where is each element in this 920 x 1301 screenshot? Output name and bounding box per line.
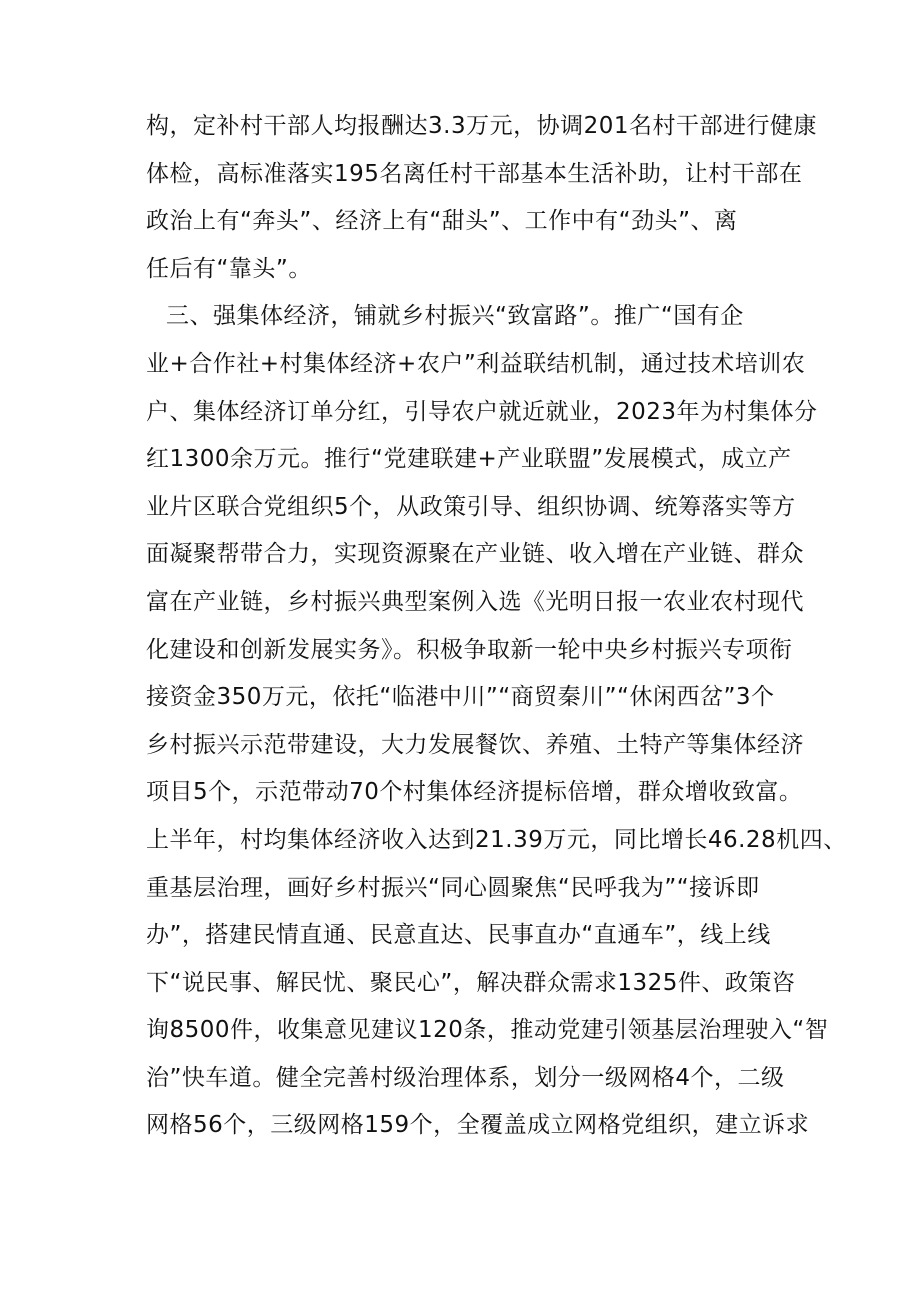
text-line: 体检，高标准落实195名离任村干部基本生活补助，让村干部在	[146, 160, 803, 187]
text-line: 下“说民事、解民忧、聚民心”，解决群众需求1325件、政策咨	[146, 969, 796, 996]
text-line: 业+合作社+村集体经济+农户”利益联结机制，通过技术培训农	[146, 350, 806, 377]
text-line: 户、集体经济订单分红，引导农户就近就业，2023年为村集体分	[146, 398, 818, 425]
body-text	[146, 103, 847, 1150]
text-line: 红1300余万元。推行“党建联建+产业联盟”发展模式，成立产	[146, 446, 792, 473]
text-line: 接资金350万元，依托“临港中川”“商贸秦川”“休闲西岔”3个	[146, 684, 775, 711]
text-line: 询8500件，收集意见建议120条，推动党建引领基层治理驶入“智	[146, 1017, 829, 1044]
text-line: 乡村振兴示范带建设，大力发展餐饮、养殖、土特产等集体经济	[146, 731, 804, 758]
text-line: 重基层治理，画好乡村振兴“同心圆聚焦“民呼我为”“接诉即	[146, 874, 760, 901]
text-line: 网格56个，三级网格159个，全覆盖成立网格党组织，建立诉求	[146, 1112, 810, 1139]
section-heading-line: 三、强集体经济，铺就乡村振兴“致富路”。推广“国有企	[166, 303, 744, 330]
text-line: 面凝聚帮带合力，实现资源聚在产业链、收入增在产业链、群众	[146, 541, 804, 568]
text-line: 项目5个，示范带动70个村集体经济提标倍增，群众增收致富。	[146, 779, 803, 806]
text-line: 构，定补村干部人均报酬达3.3万元，协调201名村干部进行健康	[146, 113, 817, 139]
text-line: 富在产业链，乡村振兴典型案例入选《光明日报一农业农村现代	[146, 588, 804, 615]
text-line: 业片区联合党组织5个，从政策引导、组织协调、统筹落实等方	[146, 493, 796, 520]
text-line: 办”，搭建民情直通、民意直达、民事直办“直通车”，线上线	[146, 922, 771, 949]
text-line: 任后有“靠头”。	[146, 255, 312, 282]
text-line: 上半年，村均集体经济收入达到21.39万元，同比增长46.28机四、	[146, 826, 847, 853]
text-line: 治”快车道。健全完善村级治理体系，划分一级网格4个，二级	[146, 1064, 785, 1091]
text-line: 化建设和创新发展实务》。积极争取新一轮中央乡村振兴专项衔	[146, 636, 793, 663]
text-line: 政治上有“奔头”、经济上有“甜头”、工作中有“劲头”、离	[146, 208, 738, 235]
